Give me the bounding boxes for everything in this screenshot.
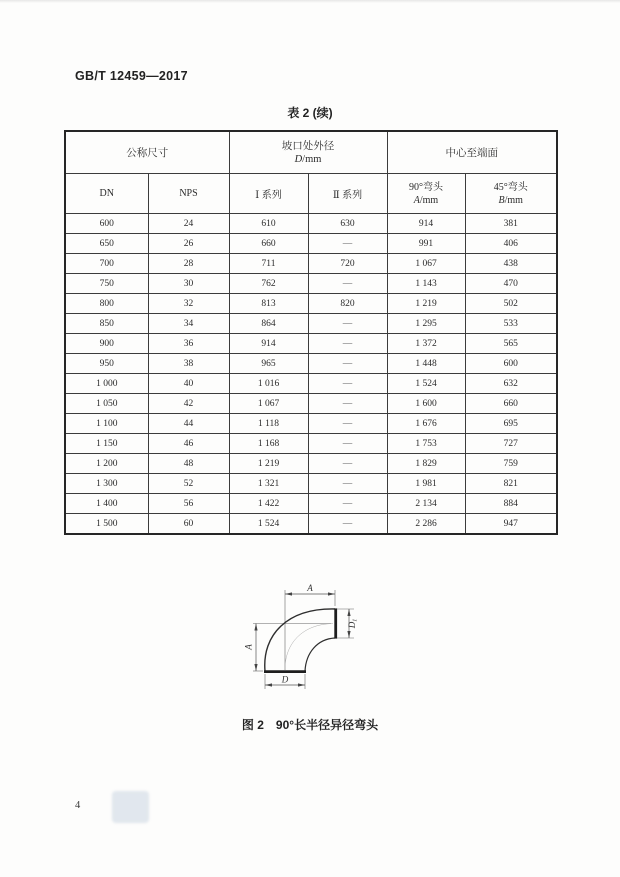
dimension-table bbox=[64, 130, 558, 535]
table-row bbox=[65, 234, 557, 254]
table-cell: 1 600 bbox=[387, 394, 465, 414]
table-cell: — bbox=[308, 414, 387, 434]
table-cell: 565 bbox=[465, 334, 557, 354]
table-cell: — bbox=[308, 434, 387, 454]
table-cell: 52 bbox=[148, 474, 229, 494]
col-header-nps: NPS bbox=[148, 174, 229, 214]
table-cell: 900 bbox=[65, 334, 148, 354]
table-cell: 650 bbox=[65, 234, 148, 254]
table-cell: 34 bbox=[148, 314, 229, 334]
table-cell: — bbox=[308, 334, 387, 354]
table-cell: 600 bbox=[65, 214, 148, 234]
table-cell: 610 bbox=[229, 214, 308, 234]
page-number: 4 bbox=[75, 800, 81, 811]
group-header-center-to-end: 中心至端面 bbox=[387, 131, 557, 174]
table-cell: 36 bbox=[148, 334, 229, 354]
table-cell: — bbox=[308, 514, 387, 535]
table-cell: — bbox=[308, 274, 387, 294]
table-cell: 1 676 bbox=[387, 414, 465, 434]
table-cell: 533 bbox=[465, 314, 557, 334]
col-header-90-elbow: 90°弯头 A/mm bbox=[387, 174, 465, 214]
table-row bbox=[65, 414, 557, 434]
table-cell: 1 150 bbox=[65, 434, 148, 454]
col-header-dn: DN bbox=[65, 174, 148, 214]
table-cell: 711 bbox=[229, 254, 308, 274]
table-cell: 1 118 bbox=[229, 414, 308, 434]
scan-smudge bbox=[112, 791, 149, 823]
table-cell: 1 219 bbox=[387, 294, 465, 314]
table-cell: 1 067 bbox=[229, 394, 308, 414]
table-cell: 1 050 bbox=[65, 394, 148, 414]
extension-lines bbox=[253, 590, 354, 689]
table-row bbox=[65, 434, 557, 454]
table-cell: 26 bbox=[148, 234, 229, 254]
table-cell: 56 bbox=[148, 494, 229, 514]
table-cell: — bbox=[308, 234, 387, 254]
table-cell: 1 372 bbox=[387, 334, 465, 354]
table-cell: 727 bbox=[465, 434, 557, 454]
figure-caption bbox=[0, 716, 620, 733]
table-cell: 1 016 bbox=[229, 374, 308, 394]
table-title: 表 2 (续) bbox=[287, 106, 333, 120]
figure-number: 图 2 bbox=[241, 718, 264, 732]
figure-elbow-drawing bbox=[233, 578, 411, 714]
table-cell: 24 bbox=[148, 214, 229, 234]
table-cell: 1 219 bbox=[229, 454, 308, 474]
table-cell: 1 067 bbox=[387, 254, 465, 274]
table-cell: — bbox=[308, 374, 387, 394]
table-cell: 1 422 bbox=[229, 494, 308, 514]
elbow-centerline bbox=[285, 624, 333, 669]
table-cell: 750 bbox=[65, 274, 148, 294]
table-cell: 502 bbox=[465, 294, 557, 314]
table-cell: 1 295 bbox=[387, 314, 465, 334]
elbow-outline bbox=[264, 608, 336, 671]
label-D1-right: D1 bbox=[347, 618, 359, 629]
table-row bbox=[65, 274, 557, 294]
table-cell: 1 100 bbox=[65, 414, 148, 434]
table-cell: 1 524 bbox=[229, 514, 308, 535]
table-row bbox=[65, 334, 557, 354]
table-cell: 800 bbox=[65, 294, 148, 314]
table-group-header-row bbox=[65, 131, 557, 174]
table-cell: 1 400 bbox=[65, 494, 148, 514]
group-header-bevel-od-unit: D/mm bbox=[294, 153, 322, 165]
table-cell: 632 bbox=[465, 374, 557, 394]
col-header-45-elbow: 45°弯头 B/mm bbox=[465, 174, 557, 214]
table-cell: — bbox=[308, 454, 387, 474]
table-cell: 1 500 bbox=[65, 514, 148, 535]
table-row bbox=[65, 494, 557, 514]
elbow-diagram-svg bbox=[233, 578, 411, 714]
table-cell: 1 321 bbox=[229, 474, 308, 494]
table-cell: 947 bbox=[465, 514, 557, 535]
table-cell: 1 000 bbox=[65, 374, 148, 394]
table-row bbox=[65, 294, 557, 314]
table-row bbox=[65, 354, 557, 374]
table-row bbox=[65, 474, 557, 494]
table-cell: 60 bbox=[148, 514, 229, 535]
group-header-bevel-od bbox=[229, 131, 387, 174]
table-cell: 695 bbox=[465, 414, 557, 434]
table-cell: 2 134 bbox=[387, 494, 465, 514]
table-cell: 2 286 bbox=[387, 514, 465, 535]
table-cell: 48 bbox=[148, 454, 229, 474]
table-cell: 720 bbox=[308, 254, 387, 274]
table-cell: — bbox=[308, 354, 387, 374]
table-cell: 1 168 bbox=[229, 434, 308, 454]
table-cell: 850 bbox=[65, 314, 148, 334]
table-cell: 914 bbox=[229, 334, 308, 354]
table-cell: 38 bbox=[148, 354, 229, 374]
table-cell: 1 829 bbox=[387, 454, 465, 474]
table-cell: — bbox=[308, 314, 387, 334]
table-row bbox=[65, 514, 557, 535]
table-cell: 470 bbox=[465, 274, 557, 294]
table-cell: 884 bbox=[465, 494, 557, 514]
table-cell: 32 bbox=[148, 294, 229, 314]
table-cell: 820 bbox=[308, 294, 387, 314]
table-head bbox=[65, 131, 557, 214]
table-cell: 406 bbox=[465, 234, 557, 254]
table-cell: 1 300 bbox=[65, 474, 148, 494]
table-cell: 762 bbox=[229, 274, 308, 294]
table-cell: 1 981 bbox=[387, 474, 465, 494]
label-D-bottom: D bbox=[281, 674, 289, 685]
table-row bbox=[65, 394, 557, 414]
table-cell: 630 bbox=[308, 214, 387, 234]
table-cell: 813 bbox=[229, 294, 308, 314]
figure-title: 90°长半径异径弯头 bbox=[275, 718, 379, 732]
table-cell: 1 200 bbox=[65, 454, 148, 474]
table-cell: 46 bbox=[148, 434, 229, 454]
table-cell: — bbox=[308, 494, 387, 514]
table-cell: 759 bbox=[465, 454, 557, 474]
table-cell: 660 bbox=[465, 394, 557, 414]
table-cell: 991 bbox=[387, 234, 465, 254]
label-A-left: A bbox=[243, 644, 254, 650]
table-cell: — bbox=[308, 394, 387, 414]
table-cell: 965 bbox=[229, 354, 308, 374]
table-cell: 600 bbox=[465, 354, 557, 374]
table-cell: 950 bbox=[65, 354, 148, 374]
col-header-series2: Ⅱ 系列 bbox=[308, 174, 387, 214]
table-row bbox=[65, 314, 557, 334]
table-cell: 864 bbox=[229, 314, 308, 334]
table-cell: 28 bbox=[148, 254, 229, 274]
table-row bbox=[65, 254, 557, 274]
table-cell: 1 143 bbox=[387, 274, 465, 294]
label-A-top: A bbox=[307, 583, 313, 593]
table-row bbox=[65, 214, 557, 234]
group-header-nominal-size: 公称尺寸 bbox=[65, 131, 229, 174]
table-cell: 30 bbox=[148, 274, 229, 294]
table-cell: 660 bbox=[229, 234, 308, 254]
table-cell: 40 bbox=[148, 374, 229, 394]
table-cell: 700 bbox=[65, 254, 148, 274]
group-header-bevel-od-label: 坡口处外径 bbox=[281, 140, 335, 152]
table-cell: 821 bbox=[465, 474, 557, 494]
table-sub-header-row bbox=[65, 174, 557, 214]
table-cell: 1 524 bbox=[387, 374, 465, 394]
table-row bbox=[65, 454, 557, 474]
table-cell: 914 bbox=[387, 214, 465, 234]
table-cell: — bbox=[308, 474, 387, 494]
standard-code: GB/T 12459—2017 bbox=[75, 69, 188, 83]
table-cell: 438 bbox=[465, 254, 557, 274]
table-cell: 44 bbox=[148, 414, 229, 434]
col-header-series1: Ⅰ 系列 bbox=[229, 174, 308, 214]
table-row bbox=[65, 374, 557, 394]
table-cell: 381 bbox=[465, 214, 557, 234]
table-cell: 42 bbox=[148, 394, 229, 414]
table-cell: 1 753 bbox=[387, 434, 465, 454]
table-body bbox=[65, 214, 557, 535]
table-cell: 1 448 bbox=[387, 354, 465, 374]
